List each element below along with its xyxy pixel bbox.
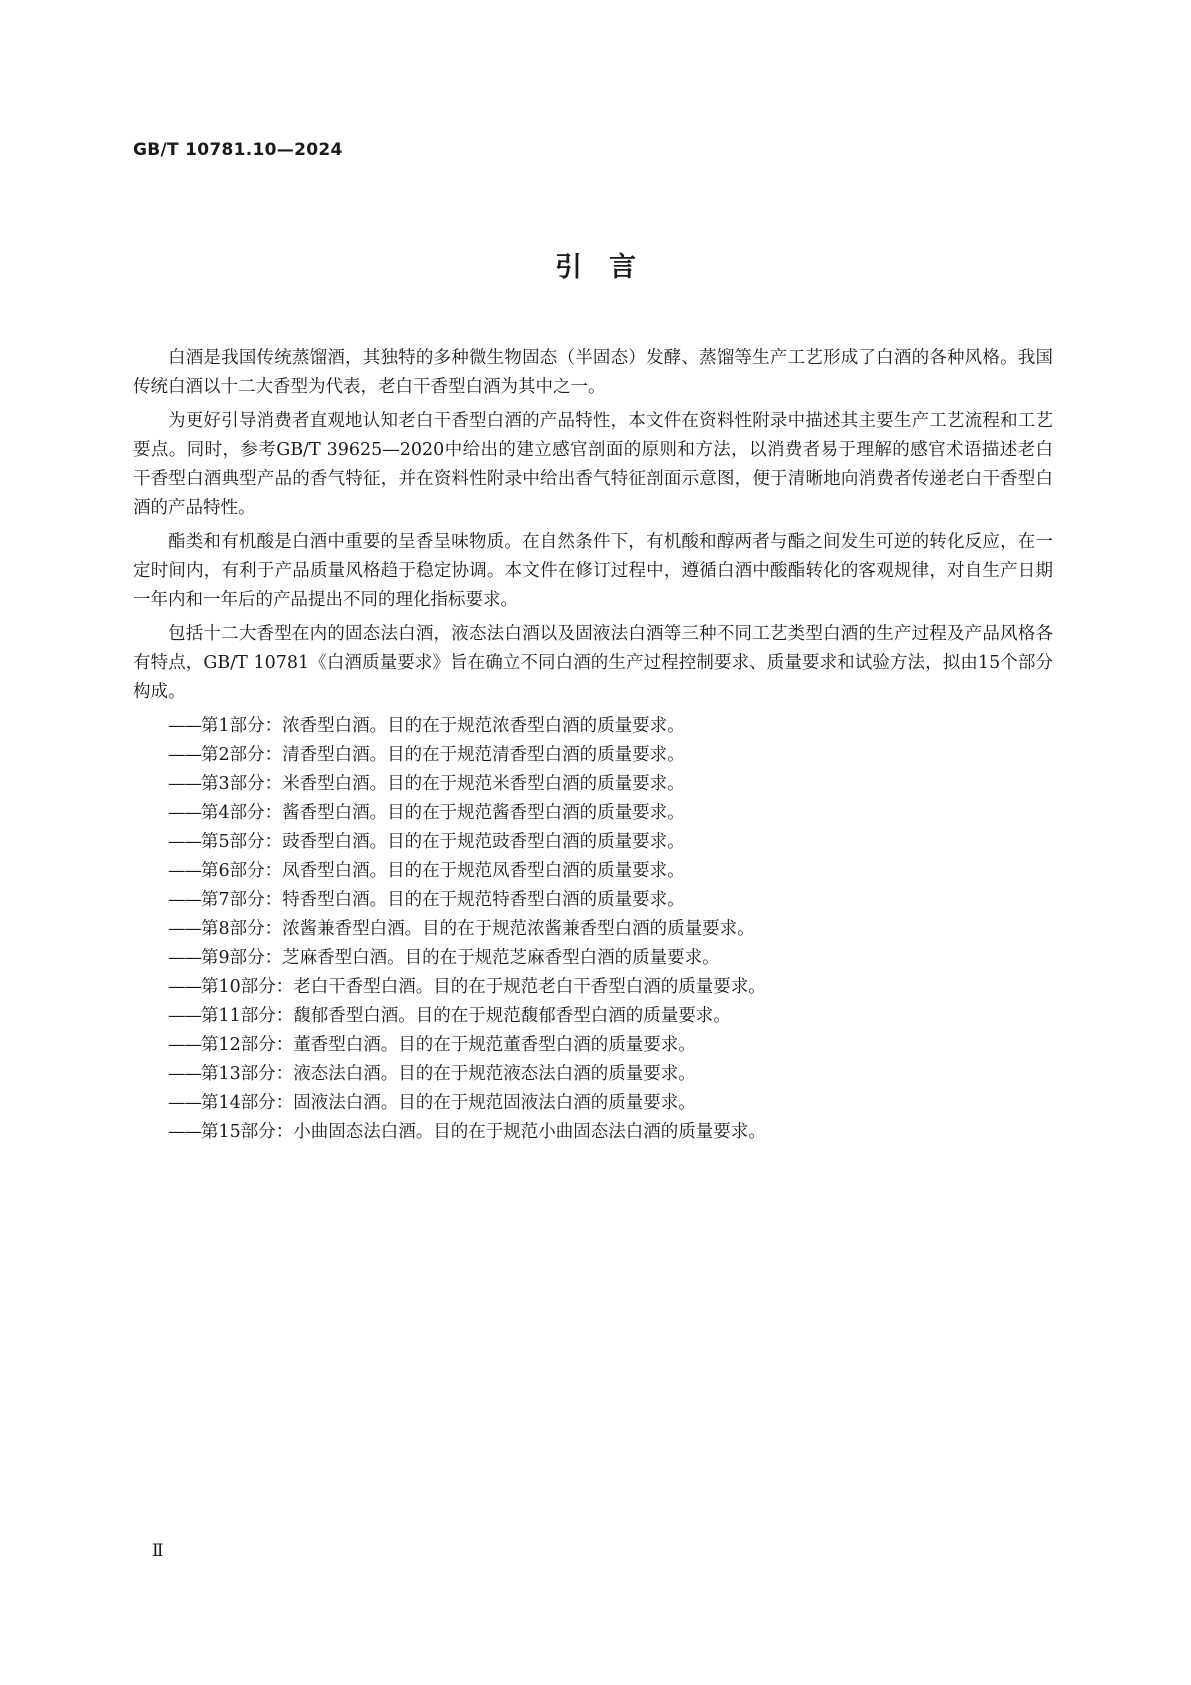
list-item-text: 第8部分：浓酱兼香型白酒。目的在于规范浓酱兼香型白酒的质量要求。 xyxy=(201,919,755,939)
list-item-text: 第6部分：凤香型白酒。目的在于规范凤香型白酒的质量要求。 xyxy=(201,861,685,881)
list-dash: —— xyxy=(168,919,201,939)
list-dash: —— xyxy=(168,803,201,823)
list-dash: —— xyxy=(168,745,201,765)
list-item-text: 第10部分：老白干香型白酒。目的在于规范老白干香型白酒的质量要求。 xyxy=(201,977,766,997)
list-dash: —— xyxy=(168,1093,201,1113)
list-item xyxy=(133,1118,1053,1146)
list-item xyxy=(133,944,1053,972)
list-item xyxy=(133,973,1053,1001)
list-item xyxy=(133,712,1053,740)
list-dash: —— xyxy=(168,1122,201,1142)
list-dash: —— xyxy=(168,716,201,736)
document-body xyxy=(133,344,1053,1147)
parts-list xyxy=(133,712,1053,1146)
list-dash: —— xyxy=(168,1035,201,1055)
paragraph: 包括十二大香型在内的固态法白酒，液态法白酒以及固液法白酒等三种不同工艺类型白酒的生产过程及产品风格各有特点，GB/T 10781《白酒质量要求》旨在确立不同白酒的生产过程控制要求、质量要求和试验方法，拟由15个部分构成。 xyxy=(133,624,1053,702)
list-dash: —— xyxy=(168,774,201,794)
list-item xyxy=(133,828,1053,856)
list-item-text: 第1部分：浓香型白酒。目的在于规范浓香型白酒的质量要求。 xyxy=(201,716,685,736)
paragraph: 为更好引导消费者直观地认知老白干香型白酒的产品特性，本文件在资料性附录中描述其主要生产工艺流程和工艺要点。同时，参考GB/T 39625—2020中给出的建立感官剖面的原则和方法，以消费者易于理解的感官术语描述老白干香型白酒典型产品的香气特征，并在资料性附录中给出香气特征剖面示意图，便于清晰地向消费者传递老白干香型白酒的产品特性。 xyxy=(133,411,1053,518)
list-item xyxy=(133,886,1053,914)
paragraph: 酯类和有机酸是白酒中重要的呈香呈味物质。在自然条件下，有机酸和醇两者与酯之间发生可逆的转化反应，在一定时间内，有利于产品质量风格趋于稳定协调。本文件在修订过程中，遵循白酒中酸酯转化的客观规律，对自生产日期一年内和一年后的产品提出不同的理化指标要求。 xyxy=(133,532,1053,610)
list-item xyxy=(133,1031,1053,1059)
list-item xyxy=(133,770,1053,798)
standard-code: GB/T 10781.10—2024 xyxy=(133,140,343,160)
list-item xyxy=(133,799,1053,827)
page-title: 引 言 xyxy=(555,252,636,283)
list-item-text: 第12部分：董香型白酒。目的在于规范董香型白酒的质量要求。 xyxy=(201,1035,696,1055)
list-item xyxy=(133,1060,1053,1088)
list-item xyxy=(133,741,1053,769)
list-dash: —— xyxy=(168,832,201,852)
list-item-text: 第5部分：豉香型白酒。目的在于规范豉香型白酒的质量要求。 xyxy=(201,832,685,852)
page-number: Ⅱ xyxy=(152,1541,164,1561)
list-dash: —— xyxy=(168,1064,201,1084)
list-item-text: 第2部分：清香型白酒。目的在于规范清香型白酒的质量要求。 xyxy=(201,745,685,765)
list-item-text: 第3部分：米香型白酒。目的在于规范米香型白酒的质量要求。 xyxy=(201,774,685,794)
list-dash: —— xyxy=(168,977,201,997)
list-dash: —— xyxy=(168,948,201,968)
list-item xyxy=(133,1002,1053,1030)
list-item-text: 第9部分：芝麻香型白酒。目的在于规范芝麻香型白酒的质量要求。 xyxy=(201,948,720,968)
list-item-text: 第14部分：固液法白酒。目的在于规范固液法白酒的质量要求。 xyxy=(201,1093,696,1113)
list-dash: —— xyxy=(168,861,201,881)
list-item-text: 第13部分：液态法白酒。目的在于规范液态法白酒的质量要求。 xyxy=(201,1064,696,1084)
list-item xyxy=(133,915,1053,943)
list-item-text: 第4部分：酱香型白酒。目的在于规范酱香型白酒的质量要求。 xyxy=(201,803,685,823)
list-dash: —— xyxy=(168,1006,201,1026)
list-item xyxy=(133,857,1053,885)
list-item-text: 第15部分：小曲固态法白酒。目的在于规范小曲固态法白酒的质量要求。 xyxy=(201,1122,766,1142)
list-item-text: 第11部分：馥郁香型白酒。目的在于规范馥郁香型白酒的质量要求。 xyxy=(201,1006,731,1026)
list-item-text: 第7部分：特香型白酒。目的在于规范特香型白酒的质量要求。 xyxy=(201,890,685,910)
list-item xyxy=(133,1089,1053,1117)
paragraph: 白酒是我国传统蒸馏酒，其独特的多种微生物固态（半固态）发酵、蒸馏等生产工艺形成了白酒的各种风格。我国传统白酒以十二大香型为代表，老白干香型白酒为其中之一。 xyxy=(133,348,1053,397)
list-dash: —— xyxy=(168,890,201,910)
